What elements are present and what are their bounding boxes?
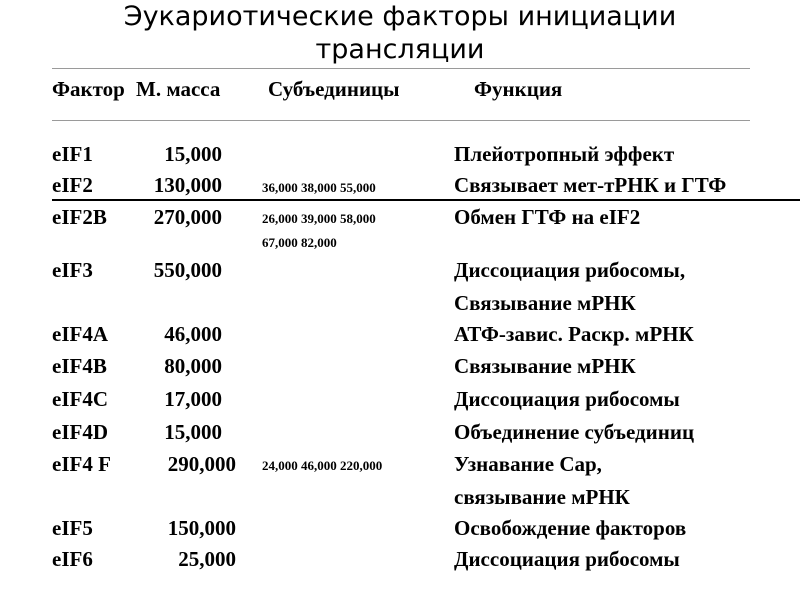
- row-factor: eIF4 F: [52, 452, 111, 476]
- row-function: Связывает мет-тРНК и ГТФ: [454, 173, 727, 197]
- header-mass: М. масса: [136, 77, 221, 101]
- slide-title-line-1: Эукариотические факторы инициации: [123, 1, 677, 32]
- row-subunits: 24,000 46,000 220,000: [262, 458, 383, 473]
- row-function: Освобождение факторов: [454, 516, 687, 540]
- row-factor: eIF4B: [52, 354, 107, 378]
- row-mass: 550,000: [153, 258, 222, 282]
- row-factor: eIF4A: [52, 322, 108, 346]
- row-divider: [52, 199, 800, 201]
- row-mass: 15,000: [164, 142, 222, 166]
- row-factor: eIF2B: [52, 205, 107, 229]
- row-factor: eIF5: [52, 516, 93, 540]
- row-mass: 25,000: [178, 547, 236, 571]
- slide-title-line-2: трансляции: [315, 34, 485, 65]
- row-mass: 130,000: [153, 173, 222, 197]
- row-subunits: 36,000 38,000 55,000: [262, 180, 376, 195]
- row-mass: 80,000: [164, 354, 222, 378]
- row-function-continued: Связывание мРНК: [454, 291, 636, 315]
- row-factor: eIF2: [52, 173, 93, 197]
- row-function-continued: связывание мРНК: [454, 485, 630, 509]
- row-function: Диссоциация рибосомы: [454, 547, 680, 571]
- header-subunits: Субъединицы: [268, 77, 400, 101]
- row-subunits: 26,000 39,000 58,000: [262, 211, 376, 226]
- row-function: Узнавание Cap,: [454, 452, 602, 476]
- row-mass: 15,000: [164, 420, 222, 444]
- row-function: Обмен ГТФ на eIF2: [454, 205, 641, 229]
- row-function: Диссоциация рибосомы: [454, 387, 680, 411]
- row-mass: 46,000: [164, 322, 222, 346]
- row-mass: 270,000: [153, 205, 222, 229]
- row-function: Плейотропный эффект: [454, 142, 675, 166]
- header-function: Функция: [474, 77, 563, 101]
- top-divider: [52, 68, 750, 69]
- row-function: Связывание мРНК: [454, 354, 636, 378]
- row-factor: eIF1: [52, 142, 93, 166]
- row-mass: 17,000: [164, 387, 222, 411]
- row-factor: eIF4D: [52, 420, 108, 444]
- row-factor: eIF6: [52, 547, 93, 571]
- header-factor: Фактор: [52, 77, 125, 101]
- row-function: Диссоциация рибосомы,: [454, 258, 686, 282]
- row-subunits-continued: 67,000 82,000: [262, 235, 337, 250]
- row-function: АТФ-завис. Раскр. мРНК: [454, 322, 694, 346]
- row-mass: 290,000: [167, 452, 236, 476]
- row-factor: eIF4C: [52, 387, 108, 411]
- header-divider: [52, 120, 750, 121]
- row-function: Объединение субъединиц: [454, 420, 695, 444]
- row-mass: 150,000: [167, 516, 236, 540]
- row-factor: eIF3: [52, 258, 93, 282]
